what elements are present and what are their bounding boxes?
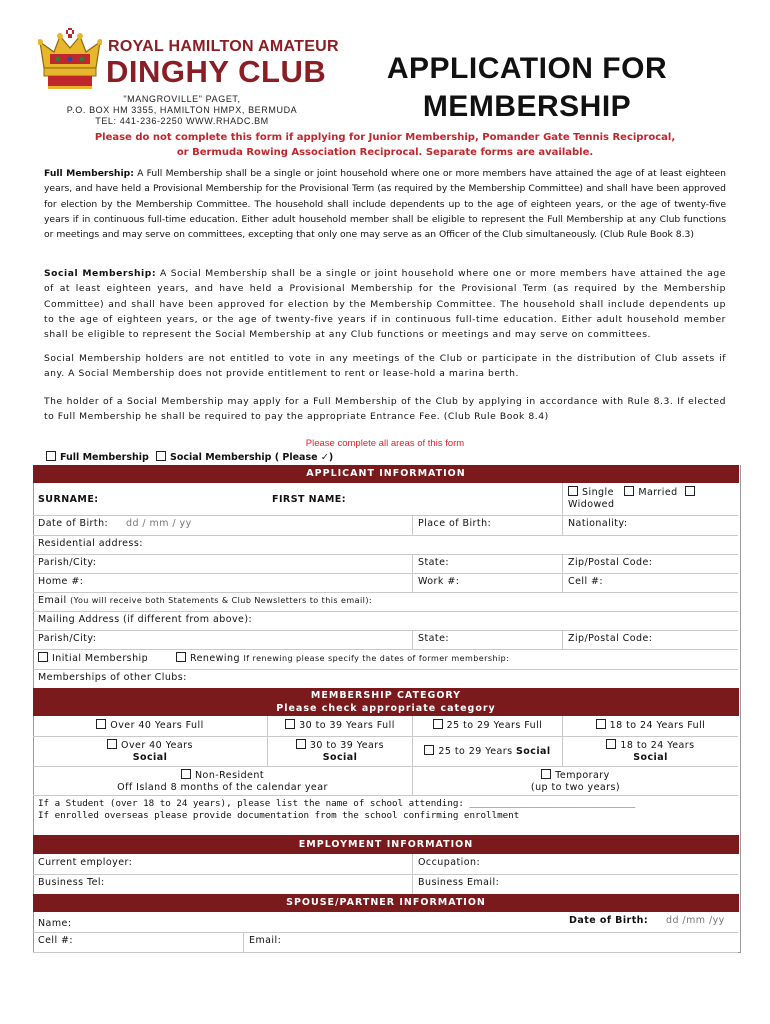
mailing-parish-row <box>33 630 738 650</box>
checkbox[interactable] <box>541 769 551 779</box>
notice-line2: or Bermuda Rowing Association Reciprocal. Separate forms are available. <box>176 147 594 158</box>
business-email-field[interactable]: Business Email: <box>412 874 738 894</box>
over40-full-label: Over 40 Years Full <box>110 720 204 731</box>
non-resident-option[interactable] <box>33 766 412 795</box>
club-address-line3: TEL: 441-236-2250 WWW.RHADC.BM <box>95 116 269 126</box>
student-line2: If enrolled overseas please provide documentation from the school confirming enrollment <box>38 810 520 821</box>
place-of-birth-field[interactable]: Place of Birth: <box>412 515 562 535</box>
18-24-social-label: 18 to 24 Years <box>620 740 695 751</box>
25-29-full-label: 25 to 29 Years Full <box>446 720 543 731</box>
surname-field[interactable]: SURNAME: <box>38 494 99 505</box>
18-24-social-option[interactable] <box>562 736 738 766</box>
parish-row <box>33 554 738 574</box>
employer-row <box>33 854 738 875</box>
spouse-name-field[interactable]: Name: <box>38 918 72 929</box>
spouse-info-header: SPOUSE/PARTNER INFORMATION <box>33 894 739 912</box>
email-row <box>33 592 738 612</box>
initial-membership-label: Initial Membership <box>52 653 149 664</box>
marital-status <box>562 483 738 515</box>
18-24-full-option[interactable] <box>562 716 738 736</box>
student-school-field[interactable] <box>33 795 738 835</box>
25-29-full-option[interactable] <box>412 716 562 736</box>
temporary-note: (up to two years) <box>530 782 621 793</box>
renewing-label: Renewing <box>190 653 240 664</box>
spouse-dob-input[interactable]: dd /mm /yy <box>666 915 725 926</box>
club-crown-logo <box>38 28 102 90</box>
birth-row <box>33 515 738 536</box>
business-tel-field[interactable]: Business Tel: <box>38 877 105 888</box>
30-39-full-label: 30 to 39 Years Full <box>299 720 395 731</box>
full-membership-paragraph <box>44 166 726 242</box>
business-row <box>33 874 738 895</box>
social-membership-label: Social Membership: <box>44 268 157 279</box>
home-phone-field[interactable]: Home #: <box>38 576 84 587</box>
social-word: Social <box>132 752 168 763</box>
dob-label: Date of Birth: <box>38 518 109 529</box>
social-category-row <box>33 736 738 767</box>
checkbox[interactable] <box>606 739 616 749</box>
non-resident-label: Non-Resident <box>195 770 264 781</box>
club-address-line2: P.O. BOX HM 3355, HAMILTON HMPX, BERMUDA <box>66 105 298 115</box>
cell-phone-field[interactable]: Cell #: <box>562 573 738 592</box>
checkbox[interactable] <box>296 739 306 749</box>
temporary-option[interactable] <box>412 766 738 795</box>
renewing-note: If renewing please specify the dates of former membership: <box>243 654 510 663</box>
other-clubs-field[interactable]: Memberships of other Clubs: <box>38 672 187 683</box>
checkbox[interactable] <box>107 739 117 749</box>
checkbox[interactable] <box>424 745 434 755</box>
social-membership-paragraph <box>44 266 726 342</box>
student-line1: If a Student (over 18 to 24 years), please list the name of school attending: ______________________________ <box>38 798 636 809</box>
checkbox[interactable] <box>156 451 166 461</box>
occupation-field[interactable]: Occupation: <box>412 854 738 874</box>
social-voting-paragraph: Social Membership holders are not entitled to vote in any meetings of the Club or participate in the distribution of Club assets if any. A Social Membership does not provide entitlement to rent or lease-hold a marina berth. <box>44 353 726 380</box>
spouse-dob-label: Date of Birth: <box>569 915 649 926</box>
dob-input[interactable]: dd / mm / yy <box>126 518 192 529</box>
resident-category-row <box>33 766 738 796</box>
club-address-line1: "MANGROVILLE" PAGET, <box>123 94 241 104</box>
social-upgrade-paragraph: The holder of a Social Membership may apply for a Full Membership of the Club by applying in accordance with Rule 8.3. If elected to Full Membership he shall be required to pay the appropriate Entrance Fee. (Club Rule Book 8.4) <box>44 396 726 423</box>
social-membership-option[interactable] <box>156 451 333 463</box>
checkbox[interactable] <box>46 451 56 461</box>
full-category-row <box>33 716 738 737</box>
social-word: Social <box>516 746 551 757</box>
30-39-social-option[interactable] <box>267 736 412 766</box>
residential-row <box>33 535 738 555</box>
checkbox[interactable] <box>96 719 106 729</box>
over40-social-label: Over 40 Years <box>121 740 193 751</box>
membership-category-header <box>33 688 739 716</box>
30-39-social-label: 30 to 39 Years <box>309 740 385 751</box>
membership-category-subtitle: Please check appropriate category <box>276 703 496 714</box>
25-29-social-label: 25 to 29 Years <box>438 746 513 757</box>
30-39-full-option[interactable] <box>267 716 412 736</box>
work-phone-field[interactable]: Work #: <box>412 573 562 592</box>
married-label: Married <box>638 487 678 498</box>
other-clubs-row <box>33 669 738 689</box>
social-membership-option-label: Social Membership ( Please ✓) <box>170 452 334 463</box>
email-field[interactable] <box>33 592 738 611</box>
name-row <box>33 483 738 516</box>
phone-row <box>33 573 738 593</box>
single-label: Single <box>582 487 614 498</box>
applicant-info-header: APPLICANT INFORMATION <box>33 465 739 483</box>
student-row <box>33 795 738 836</box>
over40-social-option[interactable] <box>33 736 267 766</box>
mailing-state-field[interactable]: State: <box>412 630 562 649</box>
spouse-email-field[interactable]: Email: <box>243 932 738 952</box>
spouse-name-row <box>33 912 738 933</box>
non-resident-note: Off Island 8 months of the calendar year <box>117 782 328 793</box>
current-employer-field[interactable]: Current employer: <box>38 857 133 868</box>
full-membership-text: A Full Membership shall be a single or joint household where one or more members have attained the age of at least eighteen years, and have held a Provisional Membership for the Provisional Term (as required by the Membership Committee) and shall have been approved for election by the Membership Committee. The household shall include dependents up to the age of eighteen years, or the age of twenty-five years if in continuous full-time education. Either adult household member shall be eligible to represent the Full Membership at any Club functions or meetings and may serve on committees, excepting that only one may serve as an Officer of the Club simultaneously. (Club Rule Book 8.3) <box>44 168 726 241</box>
club-name-line2: DINGHY CLUB <box>106 54 327 89</box>
full-membership-option[interactable] <box>46 451 149 463</box>
zip-field[interactable]: Zip/Postal Code: <box>562 554 738 573</box>
spouse-contact-row <box>33 932 738 953</box>
widowed-checkbox[interactable] <box>685 486 695 496</box>
social-word: Social <box>322 752 358 763</box>
checkbox[interactable] <box>176 652 186 662</box>
email-label: Email <box>38 595 67 606</box>
full-membership-label: Full Membership: <box>44 168 134 179</box>
residential-address-field[interactable]: Residential address: <box>38 538 143 549</box>
married-checkbox[interactable] <box>624 486 634 496</box>
over40-full-option[interactable] <box>33 716 267 736</box>
nationality-field[interactable]: Nationality: <box>562 515 738 535</box>
renewing-option[interactable] <box>171 649 738 669</box>
mailing-row <box>33 611 738 631</box>
mailing-parish-field[interactable]: Parish/City: <box>38 633 97 644</box>
initial-membership-option[interactable] <box>33 649 173 669</box>
checkbox[interactable] <box>433 719 443 729</box>
social-membership-text: A Social Membership shall be a single or joint household where one or more members have attained the age of at least eighteen years, and have held a Provisional Membership for the Provisional Term (as required by the Membership Committee) and shall have been approved for election by the Membership Committee. The household shall include dependents up to the age of eighteen years, or the age of twenty-five years if in continuous full-time education. Either adult household member shall be eligible to represent the Social Membership at any Club functions or meetings and may serve on committees. <box>44 268 727 341</box>
membership-status-row <box>33 649 738 670</box>
notice-line1: Please do not complete this form if applying for Junior Membership, Pomander Gate Tennis Reciprocal, <box>94 132 676 143</box>
form-title-line2: MEMBERSHIP <box>422 90 632 123</box>
checkbox[interactable] <box>181 769 191 779</box>
parish-city-field[interactable]: Parish/City: <box>38 557 97 568</box>
mailing-address-field[interactable]: Mailing Address (if different from above): <box>38 614 253 625</box>
temporary-label: Temporary <box>555 770 610 781</box>
first-name-field[interactable]: FIRST NAME: <box>272 494 346 505</box>
form-title-line1: APPLICATION FOR <box>386 52 668 85</box>
checkbox[interactable] <box>38 652 48 662</box>
membership-category-title: MEMBERSHIP CATEGORY <box>310 690 462 701</box>
18-24-full-label: 18 to 24 Years Full <box>609 720 706 731</box>
widowed-label: Widowed <box>568 499 615 510</box>
email-note: (You will receive both Statements & Club Newsletters to this email): <box>70 596 373 605</box>
checkbox[interactable] <box>596 719 606 729</box>
complete-all-note: Please complete all areas of this form <box>305 438 465 449</box>
mailing-zip-field[interactable]: Zip/Postal Code: <box>562 630 738 649</box>
full-membership-option-label: Full Membership <box>60 452 149 463</box>
state-field[interactable]: State: <box>412 554 562 573</box>
employment-info-header: EMPLOYMENT INFORMATION <box>33 835 739 854</box>
single-checkbox[interactable] <box>568 486 578 496</box>
spouse-cell-field[interactable]: Cell #: <box>38 935 74 946</box>
checkbox[interactable] <box>285 719 295 729</box>
25-29-social-option[interactable] <box>412 736 562 766</box>
club-name-line1: ROYAL HAMILTON AMATEUR <box>108 38 339 55</box>
social-word: Social <box>633 752 668 763</box>
